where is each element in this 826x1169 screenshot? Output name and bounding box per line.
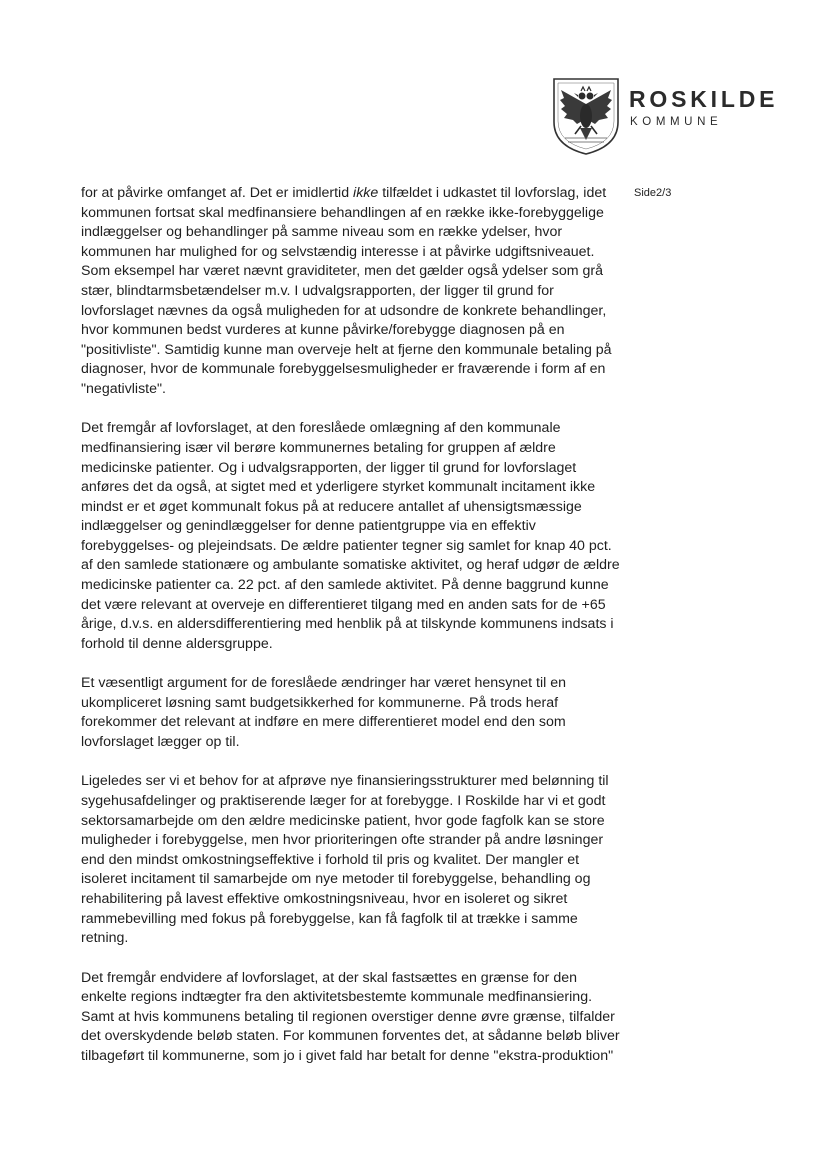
text-line: end den mindst omkostningseffektive i forhold til pris og kvalitet. Der mangler et: [81, 851, 580, 868]
text-line: forekommer det relevant at indføre en mere differentieret model end den som: [81, 714, 566, 731]
text-line: Et væsentligt argument for de foreslåede ændringer har været hensynet til en: [81, 675, 567, 692]
text-line: sektorsamarbejde om den ældre medicinske patient, hvor gode fagfolk kan se store: [81, 812, 605, 829]
paragraph: [81, 772, 629, 948]
text-line: isoleret incitament til samarbejde om nye metoder til forebyggelse, behandling og: [81, 871, 591, 888]
letter-body: [81, 184, 629, 1086]
text-line: hvor kommunen bedst vurderes at kunne påvirke/forebygge diagnosen på en: [81, 322, 565, 339]
text-line: Som eksempel har været nævnt graviditeter, men det gælder også ydelser som grå: [81, 263, 604, 280]
text-line: indlæggelser og genindlæggelser for denne patientgruppe via en effektiv: [81, 518, 536, 535]
text-line: sygehusafdelinger og praktiserende læger for at forebygge. I Roskilde har vi et godt: [81, 793, 606, 810]
text-line: lovforslaget nævnes da også muligheden for at udsondre de konkrete behandlinger,: [81, 302, 607, 319]
text-line: kommunen har mulighed for og selvstændig interesse i at påvirke udgiftsniveauet.: [81, 243, 595, 260]
text-line: muligheder i forebyggelse, men hvor prioriteringen ofte strander på andre løsninger: [81, 832, 604, 849]
text-line: diagnoser, hvor de kommunale forebyggelsesmuligheder er fraværende i form af en: [81, 361, 606, 378]
text-line: af den samlede stationære og ambulante somatiske aktivitet, og heraf udgør de ældre: [81, 557, 620, 574]
logo-subtitle: KOMMUNE: [630, 116, 723, 128]
text-line: lovforslaget lægger op til.: [81, 734, 240, 751]
text-line: forebyggelses- og plejeindsats. De ældre patienter tegner sig samlet for knap 40 pct.: [81, 537, 612, 554]
eagle-crest-icon: [551, 76, 621, 156]
paragraph: [81, 184, 629, 400]
text-line: rammebevilling med fokus på forebyggelse, kan få fagfolk til at trække i samme: [81, 910, 578, 927]
text-line: medfinansiering især vil berøre kommunernes betaling for gruppen af ældre: [81, 439, 556, 456]
text-line: Det fremgår af lovforslaget, at den foreslåede omlægning af den kommunale: [81, 420, 561, 437]
text-line: indlæggelser og behandlinger på samme niveau som en række ydelser, hvor: [81, 224, 563, 241]
text-line: medicinske patienter ca. 22 pct. af den samlede aktivitet. På denne baggrund kunne: [81, 577, 609, 594]
text-line: tilbageført til kommunerne, som jo i givet fald har betalt for denne "ekstra-produktion": [81, 1047, 614, 1064]
text-line: kommunen fortsat skal medfinansiere behandlingen af en række ikke-forebyggelige: [81, 204, 604, 221]
text-line: det være relevant at overveje en differentieret tilgang med en anden sats for de +65: [81, 596, 606, 613]
logo-name: ROSKILDE: [629, 86, 779, 112]
text-line: retning.: [81, 930, 129, 947]
text-segment: tilfældet i udkastet til lovforslag, idet: [378, 185, 607, 201]
text-line: rehabilitering på lavest effektive omkostningsniveau, hvor en isoleret og sikret: [81, 890, 568, 907]
text-line: det overskydende beløb staten. For kommunen forventes det, at sådanne beløb bliver: [81, 1028, 620, 1045]
paragraph: [81, 674, 629, 752]
text-line: "negativliste".: [81, 380, 166, 397]
emphasis-text: ikke: [353, 185, 379, 201]
text-line: forhold til denne aldersgruppe.: [81, 635, 273, 652]
municipality-logo: [551, 76, 791, 156]
text-line: anføres det da også, at sigtet med et yderligere styrket kommunalt incitament ikke: [81, 479, 596, 496]
text-line: stær, blindtarmsbetændelser m.v. I udvalgsrapporten, der ligger til grund for: [81, 282, 554, 299]
text-line: årige, d.v.s. en aldersdifferentiering med henblik på at tilskynde kommunens indsats i: [81, 616, 614, 633]
text-line: Ligeledes ser vi et behov for at afprøve nye finansieringsstrukturer med belønning til: [81, 773, 609, 790]
text-line: medicinske patienter. Og i udvalgsrapporten, der ligger til grund for lovforslaget: [81, 459, 577, 476]
text-line: Samt at hvis kommunens betaling til regionen overstiger denne øvre grænse, tilfalder: [81, 1008, 615, 1025]
text-line: Det fremgår endvidere af lovforslaget, at der skal fastsættes en grænse for den: [81, 969, 578, 986]
text-line: mindst er et øget kommunalt fokus på at reducere antallet af uhensigtsmæssige: [81, 498, 582, 515]
text-segment: for at påvirke omfanget af. Det er imidlertid: [81, 185, 354, 201]
text-line: "positivliste". Samtidig kunne man overveje helt at fjerne den kommunale betaling på: [81, 341, 612, 358]
page-number-label: Side2/3: [634, 187, 672, 199]
paragraph: [81, 419, 629, 654]
text-line: [81, 184, 629, 204]
text-line: enkelte regions indtægter fra den aktivitetsbestemte kommunale medfinansiering.: [81, 989, 593, 1006]
text-line: ukompliceret løsning samt budgetsikkerhed for kommunerne. På trods heraf: [81, 694, 559, 711]
paragraph: [81, 969, 629, 1067]
